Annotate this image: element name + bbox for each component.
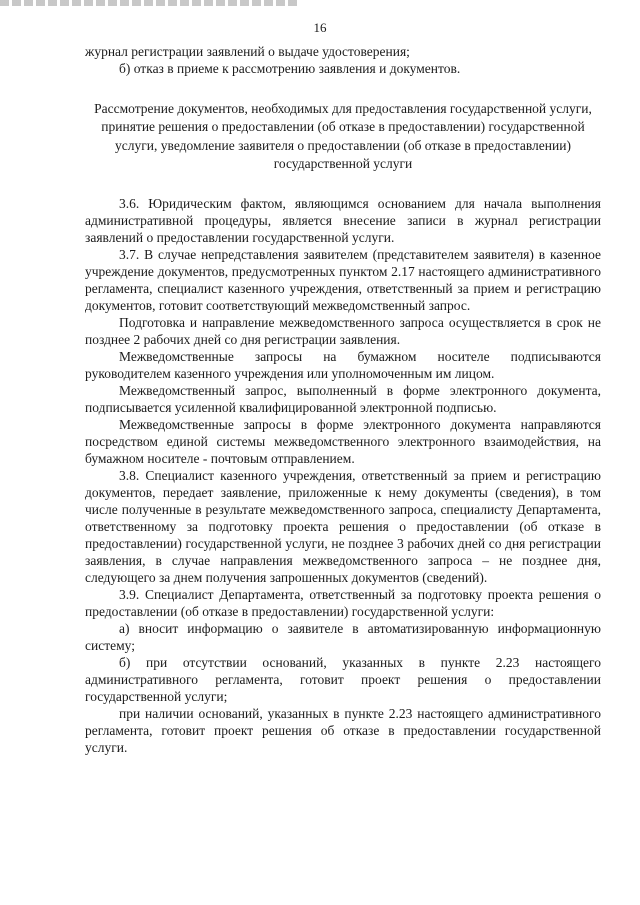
paragraph-item-a: а) вносит информацию о заявителе в автоматизированную информационную систему; <box>85 620 601 653</box>
paragraph-electronic-request: Межведомственный запрос, выполненный в форме электронного документа, подписывается усиленной квалифицированной электронной подписью. <box>85 382 601 415</box>
paragraph-refusal: при наличии оснований, указанных в пункте 2.23 настоящего административного регламента, готовит проект решения об отказе в предоставлении государственной услуги. <box>85 705 601 755</box>
paragraph-3-6: 3.6. Юридическим фактом, являющимся основанием для начала выполнения административной процедуры, является внесение записи в журнал регистрации заявлений о предоставлении государственной услуги. <box>85 195 601 245</box>
intro-line-1: журнал регистрации заявлений о выдаче удостоверения; <box>85 44 410 59</box>
intro-line-2: б) отказ в приеме к рассмотрению заявления и документов. <box>119 61 461 76</box>
paragraph-item-b: б) при отсутствии оснований, указанных в пункте 2.23 настоящего административного регламента, готовит проект решения о предоставлении государственной услуги; <box>85 654 601 704</box>
paragraph-request-deadline: Подготовка и направление межведомственного запроса осуществляется в срок не позднее 2 рабочих дней со дня регистрации заявления. <box>85 314 601 347</box>
paragraph-3-9: 3.9. Специалист Департамента, ответственный за подготовку проекта решения о предоставлении (об отказе в предоставлении) государственной услуги: <box>85 586 601 619</box>
scan-header-artifact <box>0 0 300 6</box>
page-number: 16 <box>313 20 327 35</box>
document-body <box>85 43 601 756</box>
paragraph-request-delivery: Межведомственные запросы в форме электронного документа направляются посредством единой системы межведомственного электронного взаимодействия, на бумажном носителе - почтовым отправлением. <box>85 416 601 466</box>
paragraph-paper-requests: Межведомственные запросы на бумажном носителе подписываются руководителем казенного учреждения или уполномоченным им лицом. <box>85 348 601 381</box>
paragraph-3-8: 3.8. Специалист казенного учреждения, ответственный за прием и регистрацию документов, передает заявление, приложенные к нему документы (сведения), в том числе полученные в результате межведомственного запроса, специалисту Департамента, ответственному за подготовку проекта решения о предоставлении (об отказе в предоставлении) государственной услуги, не позднее 3 рабочих дней со дня регистрации заявления, в случае направления межведомственного запроса – не позднее дня, следующего за днем получения запрошенных документов (сведений). <box>85 467 601 585</box>
paragraph-3-7: 3.7. В случае непредставления заявителем (представителем заявителя) в казенное учреждение документов, предусмотренных пунктом 2.17 настоящего административного регламента, специалист казенного учреждения, ответственный за прием и регистрацию документов, готовит соответствующий межведомственный запрос. <box>85 246 601 313</box>
section-heading: Рассмотрение документов, необходимых для предоставления государственной услуги, принятие решения о предоставлении (об отказе в предоставлении) государственной услуги, уведомление заявителя о предоставлении (об отказе в предоставлении) государственной услуги <box>94 101 592 172</box>
